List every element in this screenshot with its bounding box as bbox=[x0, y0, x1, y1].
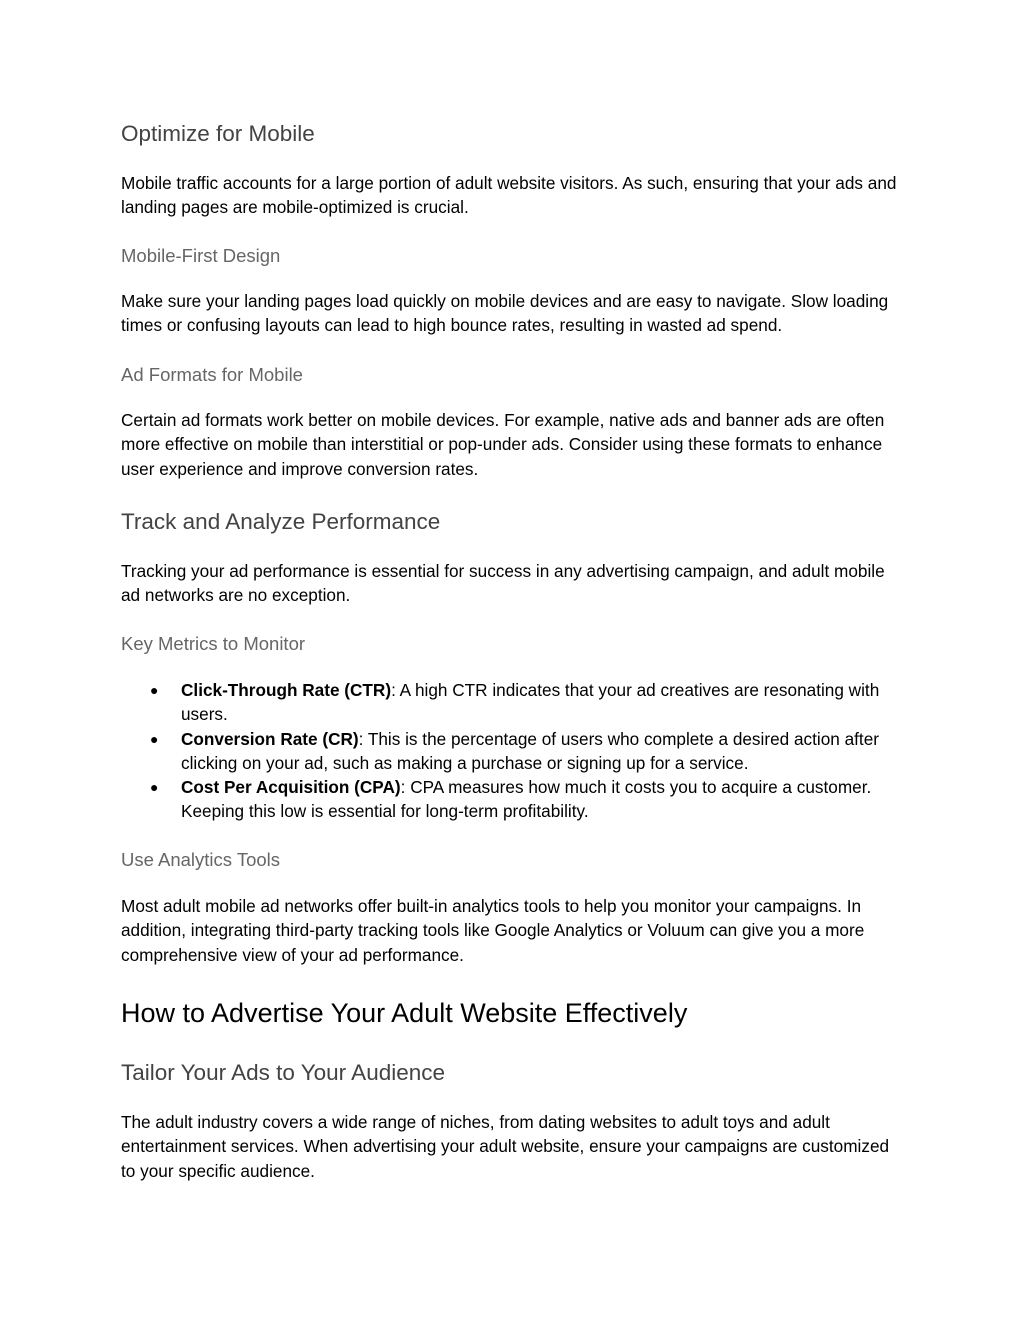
heading-optimize-for-mobile: Optimize for Mobile bbox=[121, 121, 315, 146]
list-item bbox=[121, 775, 901, 824]
metric-term: Cost Per Acquisition (CPA) bbox=[181, 777, 401, 798]
metric-description: : A high CTR indicates that your ad creatives are resonating with users. bbox=[181, 680, 880, 725]
heading-how-to-advertise: How to Advertise Your Adult Website Effectively bbox=[121, 998, 688, 1028]
bullet-icon: ● bbox=[150, 779, 159, 796]
paragraph-mobile-first: Make sure your landing pages load quickly on mobile devices and are easy to navigate. Slow loading times or confusing layouts can lead to high bounce rates, resulting in wasted ad spend. bbox=[121, 291, 889, 336]
paragraph-analytics-tools: Most adult mobile ad networks offer built-in analytics tools to help you monitor your campaigns. In addition, integrating third-party tracking tools like Google Analytics or Voluum can give you a more comprehensive view of your ad performance. bbox=[121, 896, 865, 965]
heading-analytics-tools: Use Analytics Tools bbox=[121, 849, 281, 870]
metric-description: : This is the percentage of users who complete a desired action after clicking on your ad, such as making a purchase or signing up for a service. bbox=[181, 728, 879, 773]
list-item bbox=[121, 727, 901, 776]
paragraph-ad-formats: Certain ad formats work better on mobile devices. For example, native ads and banner ads are often more effective on mobile than interstitial or pop-under ads. Consider using these formats to enhance user experience and improve conversion rates. bbox=[121, 410, 885, 479]
heading-ad-formats-mobile: Ad Formats for Mobile bbox=[121, 364, 303, 385]
heading-mobile-first-design: Mobile-First Design bbox=[121, 245, 281, 266]
bullet-icon: ● bbox=[150, 682, 159, 698]
key-metrics-list bbox=[121, 678, 901, 824]
paragraph-mobile-intro: Mobile traffic accounts for a large portion of adult website visitors. As such, ensuring that your ads and landing pages are mobile-optimized is crucial. bbox=[121, 173, 897, 218]
heading-key-metrics: Key Metrics to Monitor bbox=[121, 633, 306, 654]
paragraph-tailor-ads: The adult industry covers a wide range of niches, from dating websites to adult toys and adult entertainment services. When advertising your adult website, ensure your campaigns are customized to your specific audience. bbox=[121, 1112, 890, 1181]
paragraph-tracking-intro: Tracking your ad performance is essential for success in any advertising campaign, and adult mobile ad networks are no exception. bbox=[121, 561, 885, 606]
heading-track-analyze: Track and Analyze Performance bbox=[121, 509, 441, 534]
list-item bbox=[121, 678, 901, 727]
metric-term: Click-Through Rate (CTR) bbox=[181, 680, 392, 700]
metric-description: : CPA measures how much it costs you to acquire a customer. Keeping this low is essential for long-term profitability. bbox=[181, 777, 872, 822]
heading-tailor-ads: Tailor Your Ads to Your Audience bbox=[121, 1060, 446, 1085]
metric-term: Conversion Rate (CR) bbox=[181, 728, 359, 749]
bullet-icon: ● bbox=[150, 730, 159, 747]
